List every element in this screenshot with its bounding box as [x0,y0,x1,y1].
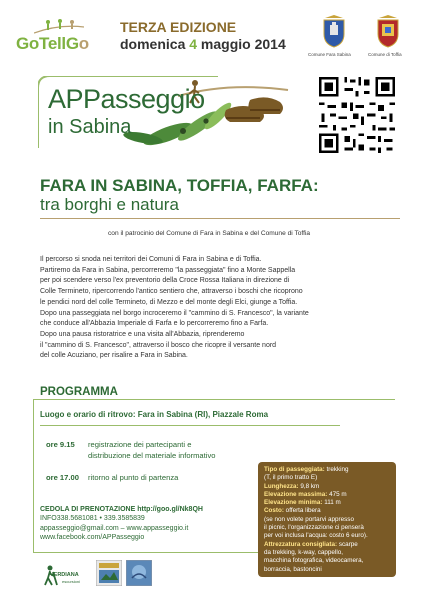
description-line: Dopo una passeggiata nel borgo incroceremo il "cammino di S. Francesco", la variante [40,309,309,317]
detail-row: Lunghezza: 9,8 km [264,482,320,490]
description-line: del colle Acuziano, per risalire a Fara in Sabina. [40,352,188,360]
brand-name: GoTellGo [16,34,89,53]
detail-row: Elevazione massima: 475 m [264,490,347,498]
schedule-text: distribuzione del materiale informativo [88,450,216,460]
partner-badge-icon [126,560,152,586]
fara-sabina-crest-icon [319,14,349,48]
detail-row: (se non volete portarvi appresso [264,515,354,523]
cammino-badge-icon [96,560,122,586]
detail-row: borraccia, bastoncini [264,565,322,573]
verdiana-name: VERDIANA [50,572,79,578]
verdiana-tagline: escursioni [62,579,81,584]
description-line: Dopo una pausa ristoratrice e una visita all'Abbazia, riprenderemo [40,330,245,338]
detail-row: (T, il primo tratto E) [264,474,318,482]
description-line: Partiremo da Fara in Sabina, percorreremo "la passeggiata" fino a Monte Sappella [40,266,296,274]
schedule-item [88,473,178,484]
main-subtitle: tra borghi e natura [40,195,179,214]
toffia-crest-icon [373,14,403,48]
schedule-text: ritorno al punto di partenza [88,473,179,482]
walk-details-box [258,462,396,577]
qr-code[interactable] [316,74,398,156]
schedule-text: registrazione dei partecipanti e [88,440,192,449]
comune-fara-label: Comune Fara Sabina [308,52,351,57]
verdiana-logo [40,564,86,586]
booking-line: CEDOLA DI PRENOTAZIONE http://goo.gl/Nk8QH [40,506,203,513]
detail-row: Attrezzatura consigliata: scarpe [264,540,358,548]
description-line: per poi scendere verso l'ex preventorio della Croce Rossa Italiana in direzione di [40,277,290,285]
detail-row: da trekking, k-way, cappello, [264,548,343,556]
facebook-link[interactable]: www.facebook.com/APPasseggio [40,534,145,542]
edition-label: TERZA EDIZIONE [120,19,237,35]
appasseggio-banner [38,76,300,154]
programma-title: PROGRAMMA [40,386,118,398]
divider [40,218,400,219]
main-title: FARA IN SABINA, TOFFIA, FARFA: [40,176,319,195]
description-line: che conduce all'Abbazia Imperiale di Farfa e lo percorreremo fino a Farfa. [40,320,269,328]
detail-row: macchina fotografica, videocamera, [264,557,364,565]
divider [40,425,340,426]
banner-subtitle: in Sabina [48,116,132,138]
phone-line: INFO338.5681081 • 339.3585839 [40,515,145,523]
description-line: le pendici nord del colle Termineto, di Mezzo e del monte degli Elci, giunge a Toffia. [40,298,298,306]
booking-link[interactable]: http://goo.gl/Nk8QH [137,506,203,513]
detail-row: per voi inclusa l'acqua: costo 6 euro). [264,532,368,540]
schedule-item [88,440,215,461]
walkers-icon [34,18,84,34]
meeting-point: Luogo e orario di ritrovo: Fara in Sabina (RI), Piazzale Roma [40,410,269,419]
banner-title: APPasseggio [48,84,205,114]
detail-row: Tipo di passeggiata: trekking [264,466,349,473]
email-web-line[interactable]: appasseggio@gmail.com – www.appasseggio.it [40,524,189,532]
booking-info [40,505,203,543]
description-line: il "cammino di S. Francesco", attraverso il bosco che ricopre il versante nord [40,341,277,349]
description-line: Colle Termineto, ripercorrendo l'antico sentiero che, attraverso i boschi che ricoprono [40,288,303,296]
event-date: domenica 4 maggio 2014 [120,36,286,52]
route-description [40,255,370,362]
schedule-time: ore 9.15 [46,440,75,449]
detail-row: il picnic, l'organizzazione ci penserà [264,524,364,532]
schedule-time: ore 17.00 [46,473,79,482]
detail-row: Elevazione minima: 111 m [264,499,341,507]
description-line: Il percorso si snoda nei territori dei Comuni di Fara in Sabina e di Toffia. [40,256,262,263]
patronage-line: con il patrocinio del Comune di Fara in Sabina e del Comune di Toffia [108,230,311,237]
gotellgo-logo [16,18,94,58]
comune-toffia-label: Comune di Toffia [368,52,402,57]
detail-row: Costo: offerta libera [264,507,321,515]
